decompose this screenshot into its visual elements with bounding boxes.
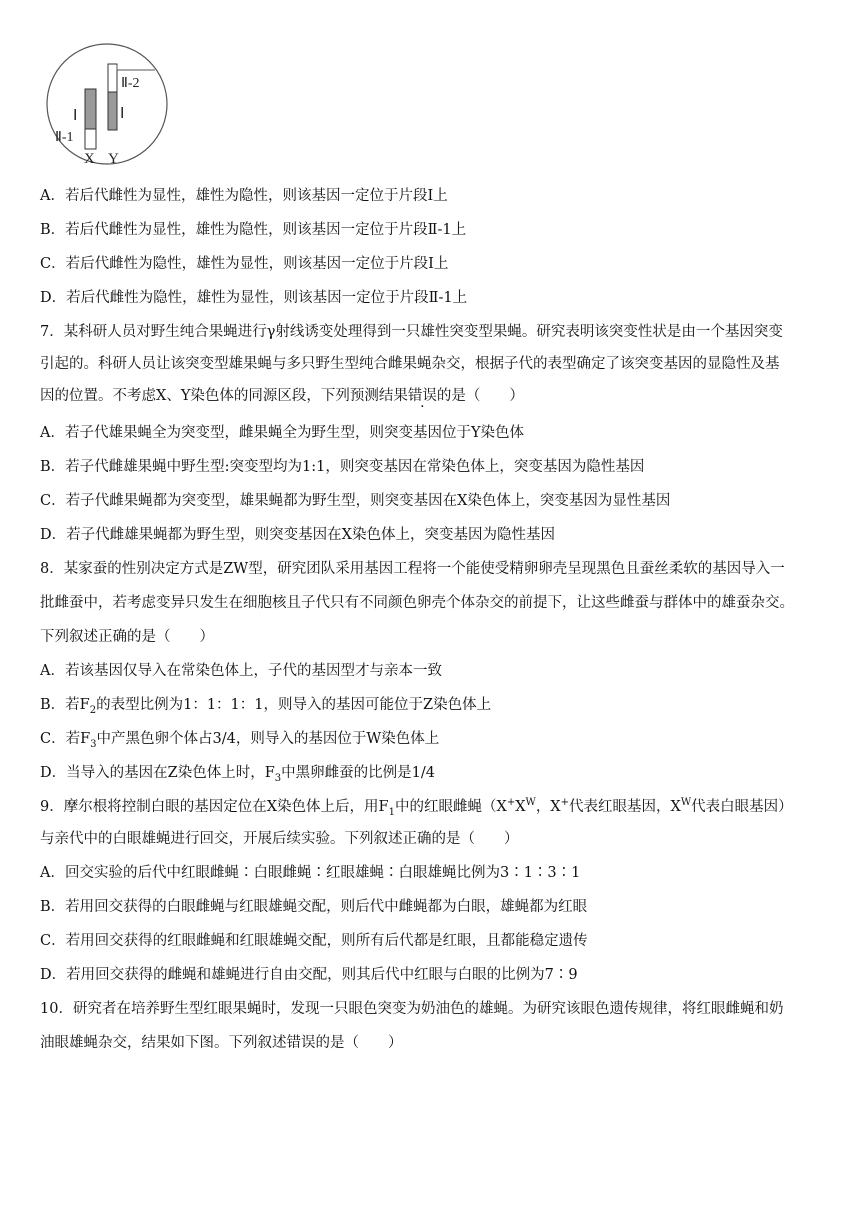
q9-stem-line1 <box>40 795 793 816</box>
q9-sup-3: + <box>560 797 570 809</box>
q6-option-d: D．若后代雌性为隐性，雄性为显性，则该基因一定位于片段Ⅱ-1上 <box>40 290 468 306</box>
q7-option-a: A．若子代雄果蝇全为突变型，雌果蝇全为野生型，则突变基因位于Y染色体 <box>40 425 525 441</box>
q7-option-c: C．若子代雌果蝇都为突变型，雄果蝇都为野生型，则突变基因在X染色体上，突变基因为显性基因 <box>40 493 671 509</box>
q7-option-d: D．若子代雌雄果蝇都为野生型，则突变基因在X染色体上，突变基因为隐性基因 <box>40 527 555 543</box>
q7-stem-line3 <box>40 384 524 405</box>
q7-option-b: B．若子代雌雄果蝇中野生型:突变型均为1:1，则突变基因在常染色体上，突变基因为隐性基因 <box>40 459 645 475</box>
q8-stem-line1: 8．某家蚕的性别决定方式是ZW型，研究团队采用基因工程将一个能使受精卵卵壳呈现黑色且蚕丝柔软的基因导入一 <box>40 561 785 577</box>
q9-text-a: 9．摩尔根将控制白眼的基因定位在X染色体上后，用F <box>40 799 389 815</box>
q6-option-b: B．若后代雌性为显性，雄性为隐性，则该基因一定位于片段Ⅱ-1上 <box>40 222 467 238</box>
q9-sup-2: W <box>525 797 536 809</box>
q8-option-c-post: 中产黑色卵个体占3/4，则导入的基因位于W染色体上 <box>96 731 440 747</box>
y-chromosome-segment-II-2 <box>108 64 117 92</box>
q8-option-b <box>40 693 491 714</box>
q8-option-d-sub: 3 <box>274 772 282 784</box>
q8-option-c-sub: 3 <box>90 738 97 750</box>
q9-sup-4: W <box>680 797 692 809</box>
segment-II-2-bracket <box>117 65 155 70</box>
q7-stem-line2: 引起的。科研人员让该突变型雄果蝇与多只野生型纯合雌果蝇杂交，根据子代的表型确定了该突变基因的显隐性及基 <box>40 356 780 372</box>
q6-option-a: A．若后代雌性为显性，雄性为隐性，则该基因一定位于片段Ⅰ上 <box>40 188 448 204</box>
q8-option-b-post: 的表型比例为1：1：1：1，则导入的基因可能位于Z染色体上 <box>96 697 492 713</box>
label-I-right: Ⅰ <box>120 106 125 122</box>
q9-option-b: B．若用回交获得的白眼雌蝇与红眼雄蝇交配，则后代中雌蝇都为白眼，雄蝇都为红眼 <box>40 899 588 915</box>
q9-text-b: 中的红眼雌蝇（X <box>394 799 507 815</box>
q8-option-d-post: 中黑卵雌蚕的比例是1/4 <box>281 765 435 781</box>
q8-stem-line3: 下列叙述正确的是（ ） <box>40 629 214 645</box>
label-X: X <box>84 151 95 166</box>
q9-text-d: ，X <box>535 799 561 815</box>
q9-text-e: 代表红眼基因，X <box>569 799 681 815</box>
q9-text-f: 代表白眼基因） <box>691 799 793 815</box>
xy-chromosome-diagram <box>45 42 169 166</box>
q8-option-c <box>40 727 439 748</box>
q8-stem-line2: 批雌蚕中，若考虑变异只发生在细胞核且子代只有不同颜色卵壳个体杂交的前提下，让这些雌蚕与群体中的雄蚕杂交。 <box>40 595 794 611</box>
label-I-left: Ⅰ <box>73 108 78 124</box>
q7-emphasis-word: 错误 <box>407 388 437 404</box>
q6-option-c: C．若后代雌性为隐性，雄性为显性，则该基因一定位于片段Ⅰ上 <box>40 256 449 272</box>
q9-option-d: D．若用回交获得的雌蝇和雄蝇进行自由交配，则其后代中红眼与白眼的比例为7∶9 <box>40 967 578 983</box>
q8-option-c-pre: C．若F <box>40 731 91 747</box>
q9-stem-line2: 与亲代中的白眼雄蝇进行回交，开展后续实验。下列叙述正确的是（ ） <box>40 831 519 847</box>
q9-text-c: X <box>515 799 526 815</box>
q9-f1-sub: 1 <box>388 806 395 818</box>
x-chromosome-segment-I <box>85 89 96 129</box>
q7-stem-line3-post: 的是（ ） <box>436 388 524 404</box>
q9-option-c: C．若用回交获得的红眼雌蝇和红眼雄蝇交配，则所有后代都是红眼，且都能稳定遗传 <box>40 933 588 949</box>
q8-option-d-pre: D．当导入的基因在Z染色体上时，F <box>40 765 275 781</box>
label-II-2: Ⅱ-2 <box>121 76 140 91</box>
q8-option-d <box>40 761 435 782</box>
label-Y: Y <box>108 151 119 166</box>
q8-option-b-sub: 2 <box>89 704 97 716</box>
diagram-circle-border <box>47 44 167 164</box>
q8-option-b-pre: B．若F <box>40 697 90 713</box>
q10-stem-line1: 10．研究者在培养野生型红眼果蝇时，发现一只眼色突变为奶油色的雄蝇。为研究该眼色遗传规律，将红眼雌蝇和奶 <box>40 1001 784 1017</box>
q7-stem-line3-pre: 因的位置。不考虑X、Y染色体的同源区段，下列预测结果 <box>40 388 408 404</box>
x-chromosome-segment-II-1 <box>85 129 96 149</box>
label-II-1: Ⅱ-1 <box>55 130 74 145</box>
q7-stem-line1: 7．某科研人员对野生纯合果蝇进行γ射线诱变处理得到一只雄性突变型果蝇。研究表明该突变性状是由一个基因突变 <box>40 324 783 340</box>
y-chromosome-segment-I <box>108 92 117 130</box>
q10-stem-line2: 油眼雄蝇杂交，结果如下图。下列叙述错误的是（ ） <box>40 1035 403 1051</box>
q8-option-a: A．若该基因仅导入在常染色体上，子代的基因型才与亲本一致 <box>40 663 442 679</box>
q9-option-a: A．回交实验的后代中红眼雌蝇∶白眼雌蝇∶红眼雄蝇∶白眼雄蝇比例为3∶1∶3∶1 <box>40 865 581 881</box>
q9-sup-1: + <box>506 797 516 809</box>
